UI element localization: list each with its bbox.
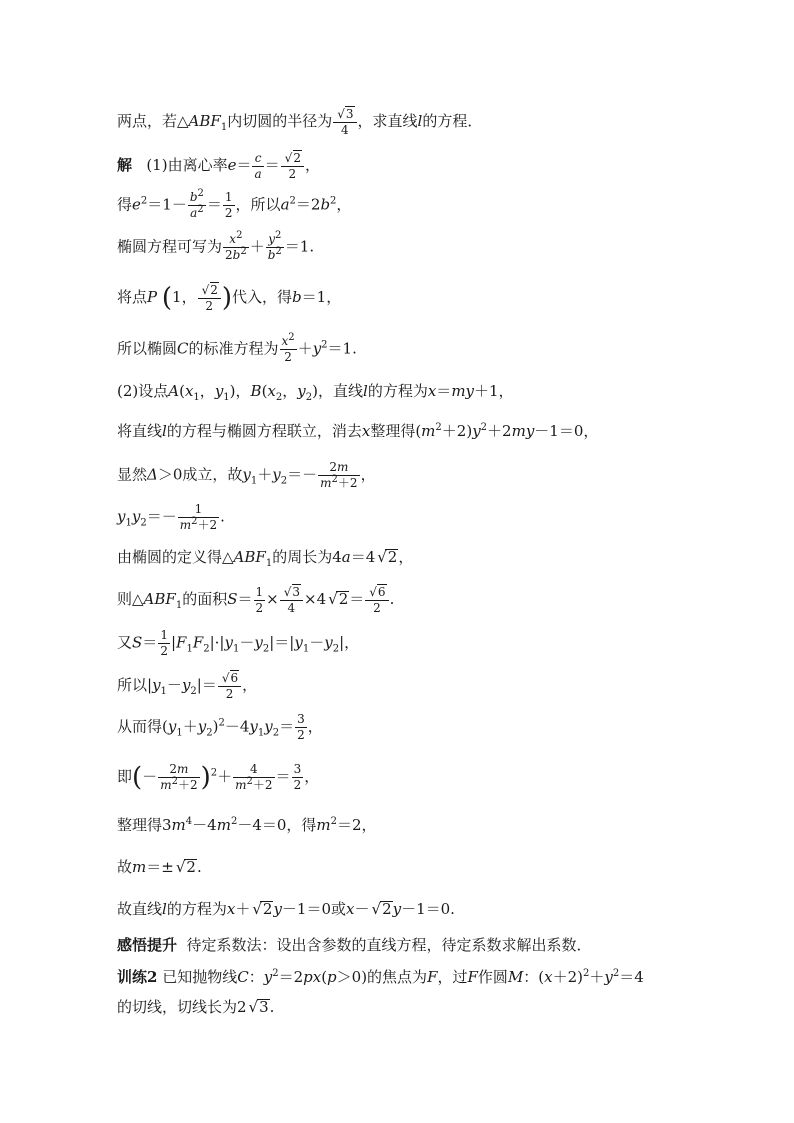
solution-line: 解 (1)由离心率e＝ $\frac{c}{a}$ ＝ √ $\frac{2}{2}$ ， <box>117 150 704 182</box>
solution-line: 即(－ $\frac{2m}{m^2+2}$ )$^2$＋ $\frac{4}{m^2+2}$ ＝ $\frac{3}{2}$ ， <box>117 762 320 793</box>
solution-line: 整理得$3m^4-4m^2-4=0$，得$m^2=2$， <box>117 816 377 834</box>
solution-line: 故m＝±√ 2. <box>117 856 704 878</box>
solution-line: 由椭圆的定义得$\triangle ABF_1$的周长为4a＝4√ 2， <box>117 546 704 568</box>
insight-line: 感悟提升 待定系数法：设出含参数的直线方程，待定系数求解出系数． <box>117 936 592 954</box>
solution-line: 又S＝ $\frac{1}{2}$ $|F_1F_2|\cdot|y_1-y_2|=|y_1-y_2|$， <box>117 628 360 658</box>
solution-line: 得$e^2=1-$ $\frac{b^2}{a^2}$ ＝ $\frac{1}{2}$ ，所以$a^2=2b^2$， <box>117 188 352 220</box>
solution-line: 所以$|y_1-y_2|=$ √ $\frac{6}{2}$ ， <box>117 670 704 702</box>
solution-line: 故直线l的方程为x＋√ 2y－1＝0或x－√ 2y－1＝0. <box>117 898 704 920</box>
exercise-line: 的切线，切线长为2√ 3. <box>117 996 704 1018</box>
solution-line: 所以椭圆C的标准方程为 $\frac{x^2}{2}$ $+y^2=1$. <box>117 332 357 364</box>
solution-line: 则$\triangle ABF_1$的面积S＝ $\frac{1}{2}$ × √ $\frac{3}{4}$ ×4√ 2＝ √ $\frac{6}{2}$ . <box>117 584 704 616</box>
solution-line: 将点P (1， √ $\frac{2}{2}$ )代入，得b＝1， <box>117 282 704 314</box>
exercise-line: 训练2 已知抛物线C：$y^2=2px(p>0)$的焦点为F，过F作圆M：$(x+2)^2+y^2=4$ <box>117 968 644 986</box>
solution-line: 显然Δ＞0成立，故$y_1+y_2=-$ $\frac{2m}{m^2+2}$ ， <box>117 460 376 490</box>
solution-line: 将直线l的方程与椭圆方程联立，消去x整理得$(m^2+2)y^2+2my-1=0$， <box>117 422 599 440</box>
solution-line: $y_1y_2=-$ $\frac{1}{m^2+2}$ . <box>117 502 225 532</box>
problem-line: 两点，若$\triangle ABF_1$内切圆的半径为 √ $\frac{3}{4}$ ，求直线l的方程． <box>117 106 704 138</box>
fraction: √ $\frac{3}{4}$ <box>333 106 356 138</box>
solution-line: (2)设点$A(x_1$，$y_1$)，$B(x_2$，$y_2$)，直线l的方程为x＝my＋1， <box>117 382 514 403</box>
solution-line: 椭圆方程可写为 $\frac{x^2}{2b^2}$ ＋ $\frac{y^2}{b^2}$ ＝1. <box>117 230 315 262</box>
solution-line: 从而得$(y_1+y_2)^2-4y_1y_2=$ $\frac{3}{2}$ ， <box>117 712 323 742</box>
